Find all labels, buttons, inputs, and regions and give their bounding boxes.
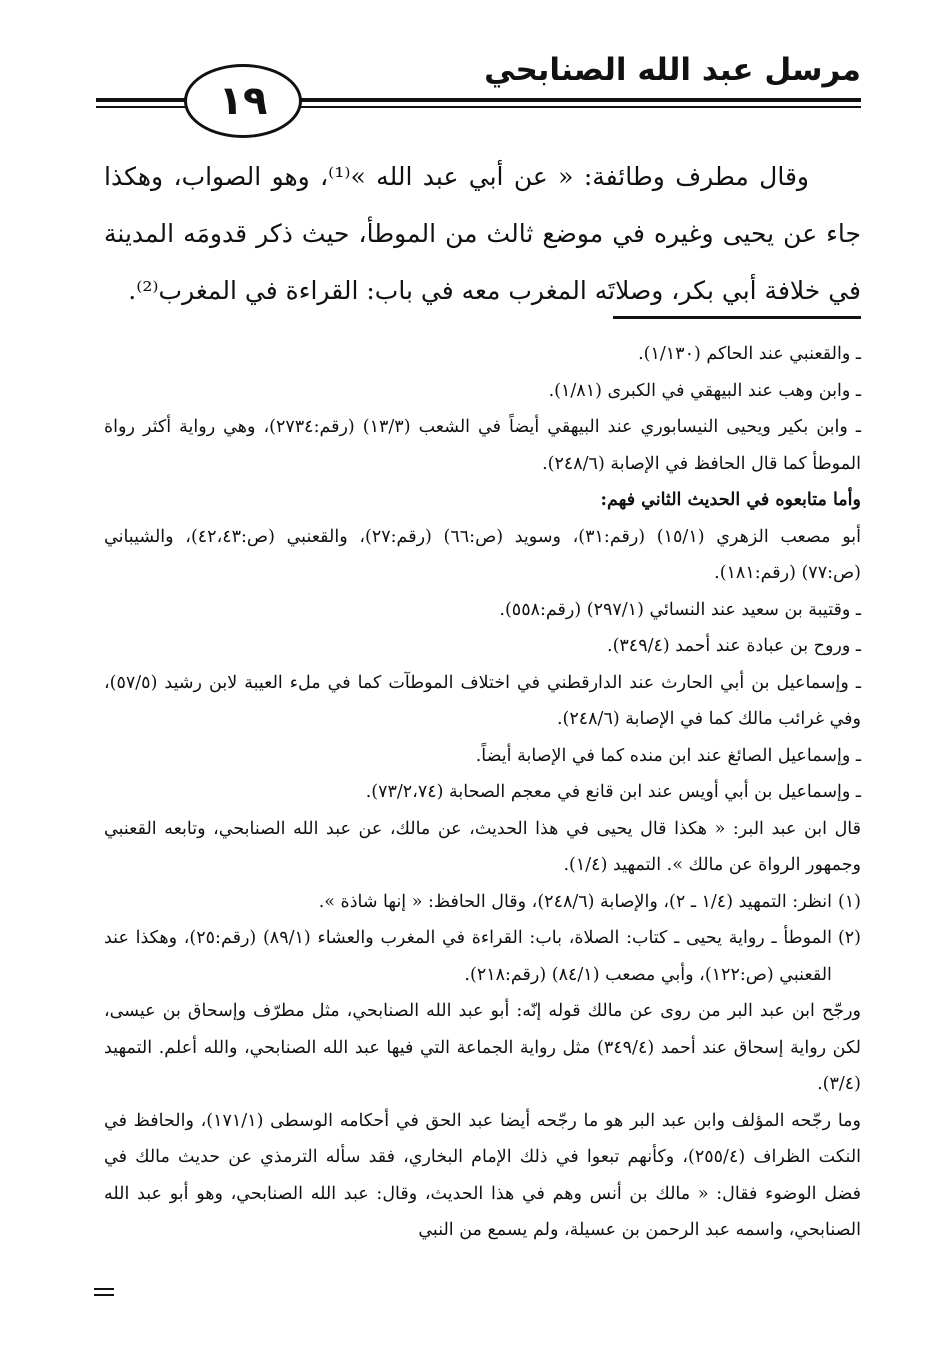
footnote-2-text: الموطأ ـ رواية يحيى ـ كتاب: الصلاة، باب: القراءة في المغرب والعشاء (٨٩/١) (رقم:٢٥)، وهكذا عند القعنبي (ص:١٢٢)، وأبي مصعب (٨٤/١) (رقم:٢١٨). [104,928,832,985]
footnote-2-paragraph: ورجّح ابن عبد البر من روى عن مالك قوله إنّه: أبو عبد الله الصنابحي، مثل مطرّف وإسحاق بن عيسى، لكن رواية إسحاق عند أحمد (٣٤٩/٤) مثل رواية الجماعة التي فيها عبد الله الصنابحي، والله أعلم. التمهيد (٣/٤). [104,1001,861,1094]
note-line: ـ وابن وهب عند البيهقي في الكبرى (١/٨١). [548,380,861,401]
note-line: أبو مصعب الزهري (١٥/١) (رقم:٣١)، وسويد (ص:٦٦) (رقم:٢٧)، والقعنبي (ص:٤٢،٤٣)، والشيباني (ص:٧٧) (رقم:١٨١). [104,526,861,583]
note-line: ـ وإسماعيل بن أبي أويس عند ابن قانع في معجم الصحابة (٧٣/٢،٧٤). [365,782,861,802]
main-text [104,148,861,319]
footnote-2-number: (٢) [837,928,861,948]
note-heading: وأما متابعوه في الحديث الثاني فهم: [600,490,861,510]
note-line: ـ وقتيبة بن سعيد عند النسائي (٢٩٧/١) (رقم:٥٥٨). [499,599,861,620]
footnote-1-number: (١) [837,891,861,912]
running-title: مرسل عبد الله الصنابحي [484,52,861,88]
note-line: قال ابن عبد البر: « هكذا قال يحيى في هذا الحديث، عن مالك، عن عبد الله الصنابحي، وتابعه القعنبي وجمهور الرواة عن مالك ». التمهيد (١/٤). [104,818,861,875]
page-number: ١٩ [184,64,302,138]
notes-section [104,336,861,1249]
note-line: ـ وإسماعيل بن أبي الحارث عند الدارقطني في اختلاف الموطآت كما في ملء العيبة لابن رشيد (٥٧/٥)، وفي غرائب مالك كما في الإصابة (٢٤٨/٦). [104,672,861,729]
main-paragraph: وقال مطرف وطائفة: « عن أبي عبد الله »⁽¹⁾، وهو الصواب، وهكذا جاء عن يحيى وغيره في موضع ثالث من الموطأ، حيث ذكر قدومَه المدينة في خلافة أبي بكر، وصلاتَه المغرب معه في باب: القراءة في المغرب⁽²⁾. [104,162,861,305]
footnote-2-paragraph: وما رجّحه المؤلف وابن عبد البر هو ما رجّحه أيضا عبد الحق في أحكامه الوسطى (١٧١/١)، والحافظ في النكت الظراف (٢٥٥/٤)، وكأنهم تبعوا في ذلك الإمام البخاري، فقد سأله الترمذي عن حديث مالك في فضل الوضوء فقال: « مالك بن أنس وهم في هذا الحديث، وقال: عبد الله الصنابحي، وهو أبو عبد الله الصنابحي، واسمه عبد الرحمن بن عسيلة، ولم يسمع من النبي [104,1110,862,1240]
note-line: ـ والقعنبي عند الحاكم (١/١٣٠). [638,344,861,364]
note-line: ـ وروح بن عبادة عند أحمد (٣٤٩/٤). [607,636,861,656]
footnote-1-text: انظر: التمهيد (١/٤ ـ ٢)، والإصابة (٢٤٨/٦)، وقال الحافظ: « إنها شاذة ». [318,891,832,912]
note-line: ـ وابن بكير ويحيى النيسابوري عند البيهقي أيضاً في الشعب (١٣/٣) (رقم:٢٧٣٤)، وهي رواية أكثر رواة الموطأ كما قال الحافظ في الإصابة (٢٤٨/٦). [104,417,861,474]
footnote-1 [104,884,861,921]
footnote-2 [104,920,861,993]
footnote-separator [613,316,861,319]
continuation-mark [94,1288,114,1300]
note-line: ـ وإسماعيل الصائغ عند ابن منده كما في الإصابة أيضاً. [475,745,861,766]
